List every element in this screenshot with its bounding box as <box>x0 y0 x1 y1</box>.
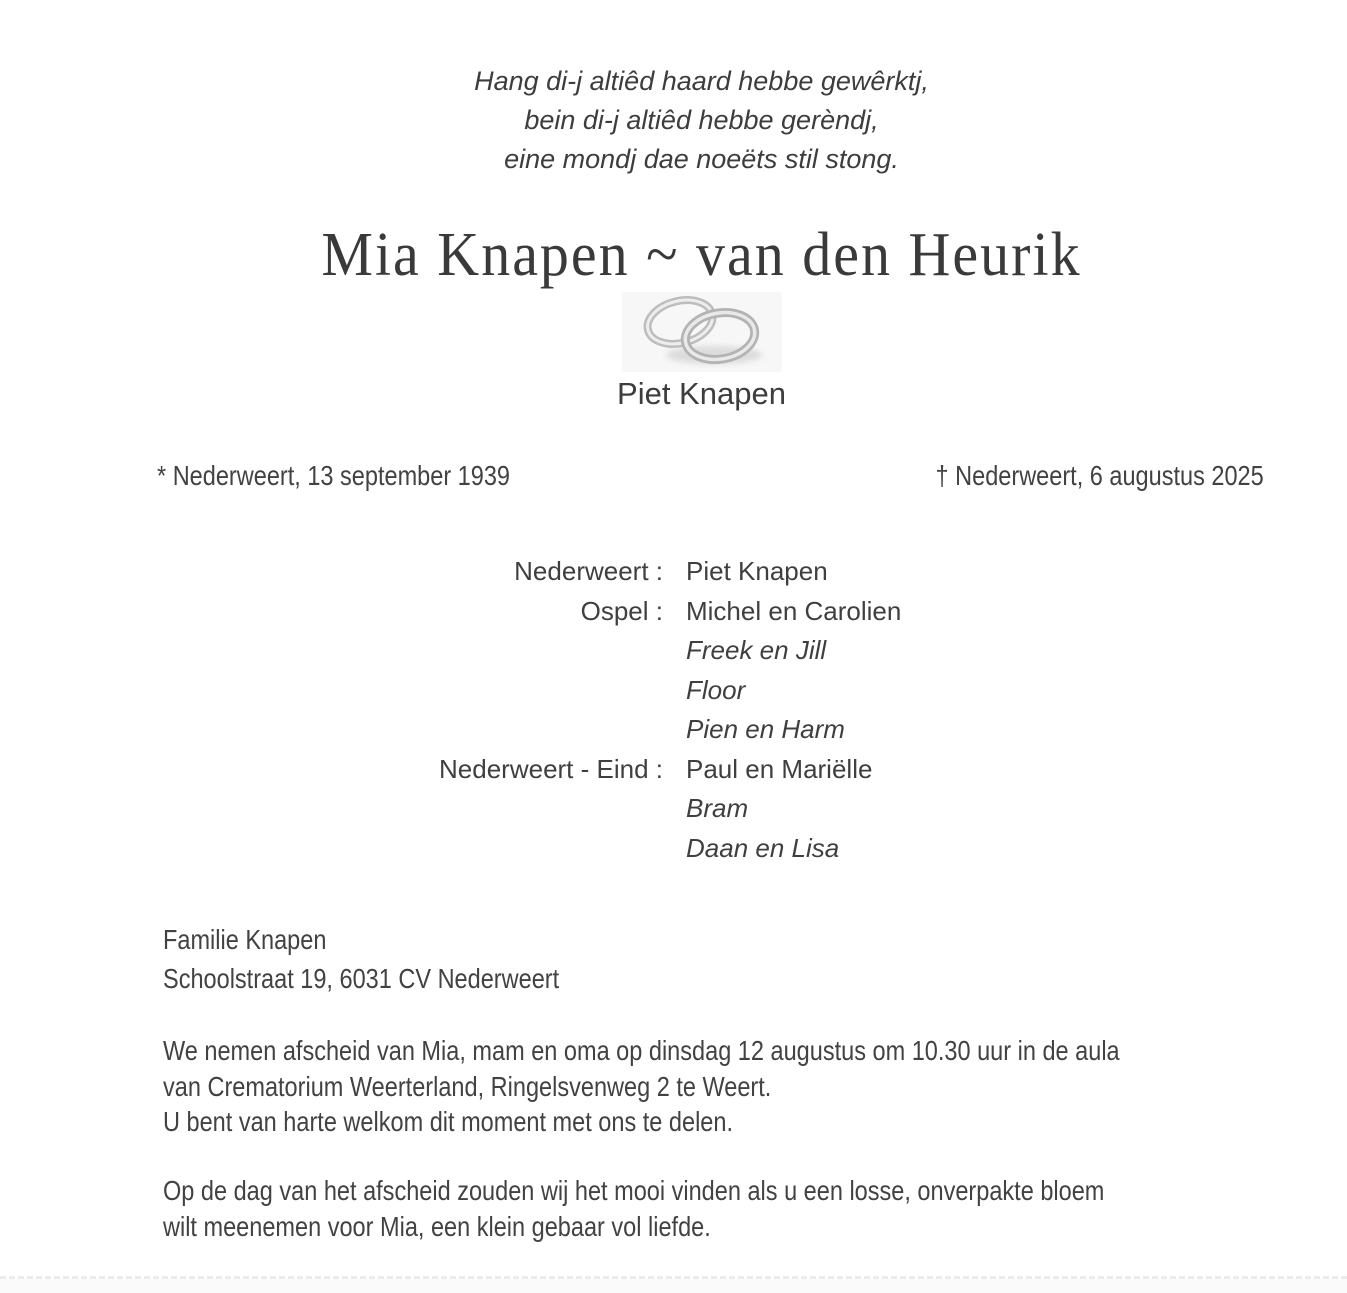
family-name: Pien en Harm <box>686 714 845 745</box>
service-info <box>163 1033 1302 1140</box>
dates-row <box>157 460 1264 500</box>
family-name: Daan en Lisa <box>686 832 840 863</box>
family-row <box>0 829 1347 869</box>
family-row <box>0 552 1347 592</box>
family-name: Floor <box>686 674 746 705</box>
family-row <box>0 592 1347 632</box>
flower-request-line-2: wilt meenemen voor Mia, een klein gebaar vol liefde. <box>163 1210 711 1242</box>
family-place: Nederweert - Eind : <box>439 753 663 784</box>
poem-line-3: eine mondj dae noeëts stil stong. <box>504 144 899 174</box>
family-address <box>163 920 635 998</box>
family-row <box>0 789 1347 829</box>
address-line-2: Schoolstraat 19, 6031 CV Nederweert <box>163 963 560 994</box>
family-place: Ospel : <box>580 595 663 626</box>
family-name: Michel en Carolien <box>686 595 902 626</box>
family-row <box>0 750 1347 790</box>
partner-name: Piet Knapen <box>617 376 786 411</box>
flower-request-line-1: Op de dag van het afscheid zouden wij het mooi vinden als u een losse, onverpakte bloem <box>163 1175 1105 1206</box>
poem-line-2: bein di-j altiêd hebbe gerèndj, <box>524 105 879 135</box>
family-list <box>0 552 1347 868</box>
service-info-line-3: U bent van harte welkom dit moment met ons te delen. <box>163 1106 733 1137</box>
family-row <box>0 710 1347 750</box>
page-bottom-strip <box>0 1279 1347 1293</box>
family-name: Bram <box>686 793 749 824</box>
family-name: Freek en Jill <box>686 635 827 666</box>
family-row <box>0 631 1347 671</box>
poem <box>56 62 1347 179</box>
family-name: Paul en Mariëlle <box>686 753 873 784</box>
service-info-line-1: We nemen afscheid van Mia, mam en oma op dinsdag 12 augustus om 10.30 uur in de aula <box>163 1035 1120 1066</box>
deceased-name: Mia Knapen ~ van den Heurik <box>321 219 1082 290</box>
birth-date: * Nederweert, 13 september 1939 <box>157 460 511 491</box>
family-name: Piet Knapen <box>686 556 828 587</box>
wedding-rings-icon <box>56 292 1347 377</box>
family-row <box>0 671 1347 711</box>
poem-line-1: Hang di-j altiêd haard hebbe gewêrktj, <box>474 66 929 96</box>
family-place: Nederweert : <box>514 556 663 587</box>
flower-request <box>163 1173 1284 1244</box>
service-info-line-2: van Crematorium Weerterland, Ringelsvenweg 2 te Weert. <box>163 1070 772 1102</box>
death-date: † Nederweert, 6 augustus 2025 <box>935 460 1264 491</box>
address-line-1: Familie Knapen <box>163 924 327 955</box>
